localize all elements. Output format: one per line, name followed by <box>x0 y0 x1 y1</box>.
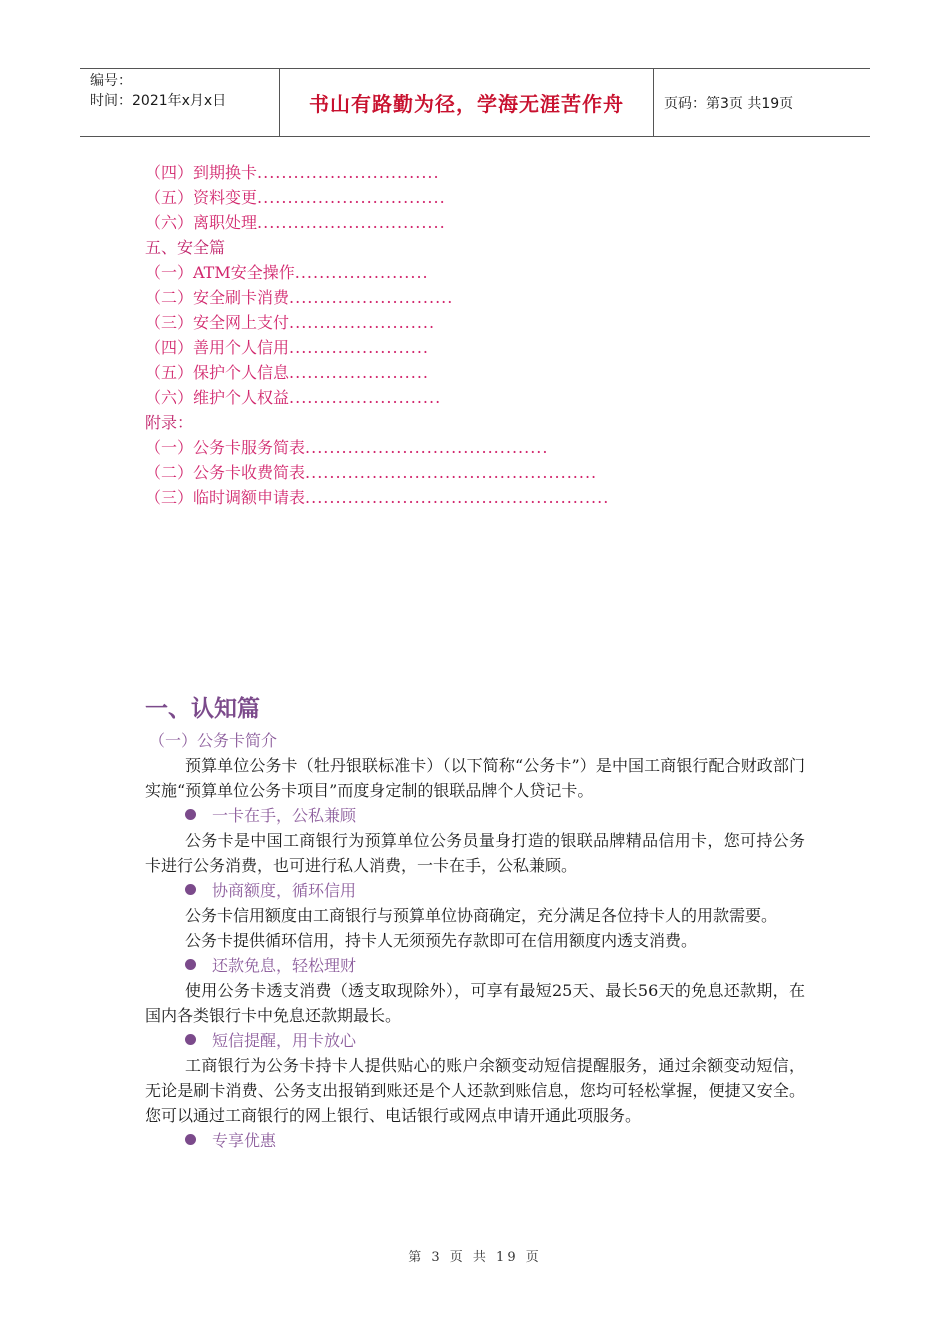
code-label: 编号： <box>90 73 132 89</box>
feature-heading: 还款免息，轻松理财 <box>145 953 805 978</box>
paragraph: 公务卡提供循环信用，持卡人无须预先存款即可在信用额度内透支消费。 <box>185 931 698 950</box>
bullet-dot-icon <box>185 809 196 820</box>
header-motto: 书山有路勤为径，学海无涯苦作舟 <box>280 69 654 136</box>
time-label: 时间：2021年x月x日 <box>90 93 227 109</box>
paragraph: 公务卡是中国工商银行为预算单位公务员量身打造的银联品牌精品信用卡，您可持公务卡进行公务消费，也可进行私人消费，一卡在手，公私兼顾。 <box>145 831 805 875</box>
page-footer: 第 3 页 共 19 页 <box>408 1250 542 1265</box>
table-of-contents <box>145 160 845 510</box>
feature-heading: 一卡在手，公私兼顾 <box>145 803 805 828</box>
bullet-dot-icon <box>185 1134 196 1145</box>
bullet-dot-icon <box>185 884 196 895</box>
paragraph: 工商银行为公务卡持卡人提供贴心的账户余额变动短信提醒服务，通过余额变动短信，无论是刷卡消费、公务支出报销到账还是个人还款到账信息，您均可轻松掌握，便捷又安全。您可以通过工商银行的网上银行、电话银行或网点申请开通此项服务。 <box>145 1056 805 1125</box>
feature-heading: 专享优惠 <box>145 1128 805 1153</box>
page-header <box>80 68 870 137</box>
feature-heading: 协商额度，循环信用 <box>145 878 805 903</box>
paragraph: 使用公务卡透支消费（透支取现除外），可享有最短25天、最长56天的免息还款期，在国内各类银行卡中免息还款期最长。 <box>145 981 805 1025</box>
toc-entry[interactable]: （三）临时调额申请表.................................................. <box>145 488 610 507</box>
toc-entry[interactable]: （四）善用个人信用....................... <box>145 338 429 357</box>
header-meta <box>80 69 280 136</box>
toc-entry[interactable]: （五）资料变更............................... <box>145 188 446 207</box>
toc-entry[interactable]: （六）离职处理............................... <box>145 213 446 232</box>
toc-entry[interactable]: （二）公务卡收费简表................................................ <box>145 463 598 482</box>
toc-entry[interactable]: （五）保护个人信息....................... <box>145 363 429 382</box>
feature-heading: 短信提醒，用卡放心 <box>145 1028 805 1053</box>
bullet-dot-icon <box>185 959 196 970</box>
subsection-title: （一）公务卡简介 <box>149 731 278 750</box>
toc-entry[interactable]: （一）ATM安全操作...................... <box>145 263 429 282</box>
toc-entry[interactable]: （二）安全刷卡消费........................... <box>145 288 454 307</box>
header-page-info: 页码：第3页 共19页 <box>664 95 794 112</box>
paragraph: 公务卡信用额度由工商银行与预算单位协商确定，充分满足各位持卡人的用款需要。 <box>185 906 778 925</box>
bullet-dot-icon <box>185 1034 196 1045</box>
toc-entry[interactable]: （三）安全网上支付........................ <box>145 313 436 332</box>
toc-heading[interactable]: 五、安全篇 <box>145 238 226 257</box>
toc-heading[interactable]: 附录： <box>145 413 194 432</box>
toc-entry[interactable]: （六）维护个人权益......................... <box>145 388 442 407</box>
main-content <box>145 690 805 1153</box>
toc-entry[interactable]: （一）公务卡服务简表........................................ <box>145 438 549 457</box>
section-title: 一、认知篇 <box>145 696 260 722</box>
intro-paragraph: 预算单位公务卡（牡丹银联标准卡）（以下简称“公务卡”）是中国工商银行配合财政部门实施“预算单位公务卡项目”而度身定制的银联品牌个人贷记卡。 <box>145 756 805 800</box>
toc-entry[interactable]: （四）到期换卡.............................. <box>145 163 440 182</box>
